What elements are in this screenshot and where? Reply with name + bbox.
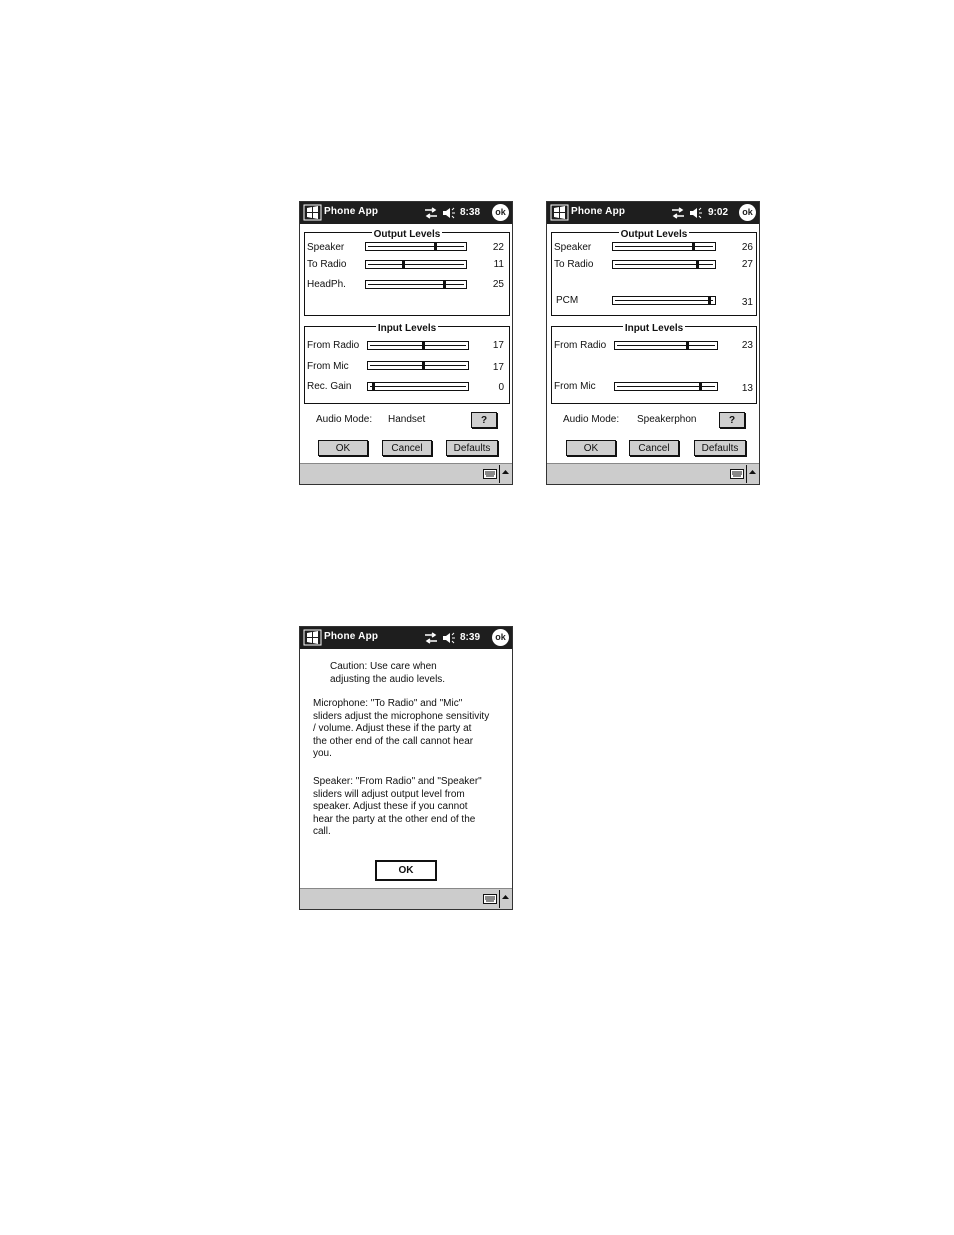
slider-label: From Radio — [554, 340, 607, 351]
connectivity-icon[interactable] — [424, 207, 438, 219]
audio-mode-value: Handset — [388, 414, 426, 425]
to-radio-slider[interactable] — [612, 260, 716, 269]
pcm-slider[interactable] — [612, 296, 716, 305]
app-title: Phone App — [324, 206, 379, 217]
ok-button[interactable]: OK — [566, 440, 616, 456]
slider-label: Rec. Gain — [307, 381, 352, 392]
from-mic-slider[interactable] — [367, 361, 469, 370]
slider-value: 22 — [492, 242, 504, 253]
speaker-help-text: Speaker: "From Radio" and "Speaker" sliders will adjust output level from speaker. Adjust these if you cannot hear the party at the other end of the call. — [313, 776, 482, 837]
caution-text: Caution: Use care when adjusting the audio levels. — [330, 661, 446, 685]
title-bar — [300, 627, 512, 649]
slider-value: 26 — [741, 242, 753, 253]
help-button[interactable]: ? — [719, 412, 745, 428]
slider-thumb[interactable] — [422, 341, 425, 350]
input-levels-group — [551, 323, 757, 404]
ok-close-button[interactable]: ok — [492, 629, 509, 646]
taskbar — [300, 463, 512, 484]
slider-value: 13 — [741, 383, 753, 394]
slider-value: 17 — [492, 362, 504, 373]
clock[interactable]: 8:38 — [460, 207, 481, 218]
slider-thumb[interactable] — [422, 361, 425, 370]
slider-thumb[interactable] — [443, 280, 446, 289]
from-radio-slider[interactable] — [367, 341, 469, 350]
cancel-button[interactable]: Cancel — [382, 440, 432, 456]
title-bar — [300, 202, 512, 224]
slider-value: 17 — [492, 340, 504, 351]
sip-up-arrow-icon[interactable] — [748, 468, 757, 478]
slider-label: From Mic — [307, 361, 349, 372]
phone-app-screen-handset — [299, 201, 513, 485]
slider-value: 23 — [741, 340, 753, 351]
phone-app-help-screen — [299, 626, 513, 910]
slider-thumb[interactable] — [699, 382, 702, 391]
slider-label: PCM — [556, 295, 579, 306]
slider-value: 27 — [741, 259, 753, 270]
slider-label: To Radio — [307, 259, 347, 270]
sip-divider — [499, 465, 500, 483]
app-title: Phone App — [324, 631, 379, 642]
slider-label: Speaker — [307, 242, 345, 253]
slider-value: 0 — [498, 382, 504, 393]
cancel-button[interactable]: Cancel — [629, 440, 679, 456]
from-radio-slider[interactable] — [614, 341, 718, 350]
slider-label: Speaker — [554, 242, 592, 253]
keyboard-icon[interactable] — [483, 894, 497, 904]
windows-start-icon[interactable] — [303, 204, 322, 221]
group-title: Input Levels — [377, 323, 437, 334]
ok-close-button[interactable]: ok — [739, 204, 756, 221]
group-title: Output Levels — [373, 229, 441, 240]
audio-mode-label: Audio Mode: — [316, 414, 373, 425]
slider-thumb[interactable] — [402, 260, 405, 269]
windows-start-icon[interactable] — [303, 629, 322, 646]
connectivity-icon[interactable] — [424, 632, 438, 644]
slider-label: From Radio — [307, 340, 360, 351]
clock[interactable]: 8:39 — [460, 632, 481, 643]
slider-thumb[interactable] — [708, 296, 711, 305]
app-title: Phone App — [571, 206, 626, 217]
clock[interactable]: 9:02 — [708, 207, 729, 218]
volume-icon[interactable] — [442, 632, 456, 644]
slider-value: 11 — [493, 259, 504, 270]
defaults-button[interactable]: Defaults — [446, 440, 498, 456]
speaker-slider[interactable] — [365, 242, 467, 251]
slider-value: 31 — [741, 297, 753, 308]
taskbar — [547, 463, 759, 484]
group-title: Output Levels — [620, 229, 688, 240]
slider-thumb[interactable] — [686, 341, 689, 350]
ok-button[interactable]: OK — [318, 440, 368, 456]
rec-gain-slider[interactable] — [367, 382, 469, 391]
slider-thumb[interactable] — [696, 260, 699, 269]
slider-thumb[interactable] — [372, 382, 375, 391]
defaults-button[interactable]: Defaults — [694, 440, 746, 456]
microphone-help-text: Microphone: "To Radio" and "Mic" sliders adjust the microphone sensitivity / volume. Adjust these if the party at the other end of the call cannot hear you. — [313, 698, 490, 759]
ok-button[interactable]: OK — [375, 860, 437, 881]
from-mic-slider[interactable] — [614, 382, 718, 391]
volume-icon[interactable] — [689, 207, 703, 219]
sip-divider — [746, 465, 747, 483]
connectivity-icon[interactable] — [671, 207, 685, 219]
slider-thumb[interactable] — [692, 242, 695, 251]
group-title: Input Levels — [624, 323, 684, 334]
volume-icon[interactable] — [442, 207, 456, 219]
speaker-slider[interactable] — [612, 242, 716, 251]
audio-mode-value: Speakerphon — [637, 414, 697, 425]
keyboard-icon[interactable] — [483, 469, 497, 479]
keyboard-icon[interactable] — [730, 469, 744, 479]
sip-divider — [499, 890, 500, 908]
sip-up-arrow-icon[interactable] — [501, 893, 510, 903]
help-button[interactable]: ? — [471, 412, 497, 428]
slider-value: 25 — [492, 279, 504, 290]
slider-label: From Mic — [554, 381, 596, 392]
slider-label: To Radio — [554, 259, 594, 270]
sip-up-arrow-icon[interactable] — [501, 468, 510, 478]
ok-close-button[interactable]: ok — [492, 204, 509, 221]
windows-start-icon[interactable] — [550, 204, 569, 221]
phone-app-screen-speakerphone — [546, 201, 760, 485]
slider-label: HeadPh. — [307, 279, 346, 290]
taskbar — [300, 888, 512, 909]
to-radio-slider[interactable] — [365, 260, 467, 269]
slider-thumb[interactable] — [434, 242, 437, 251]
title-bar — [547, 202, 759, 224]
audio-mode-label: Audio Mode: — [563, 414, 620, 425]
headph-slider[interactable] — [365, 280, 467, 289]
